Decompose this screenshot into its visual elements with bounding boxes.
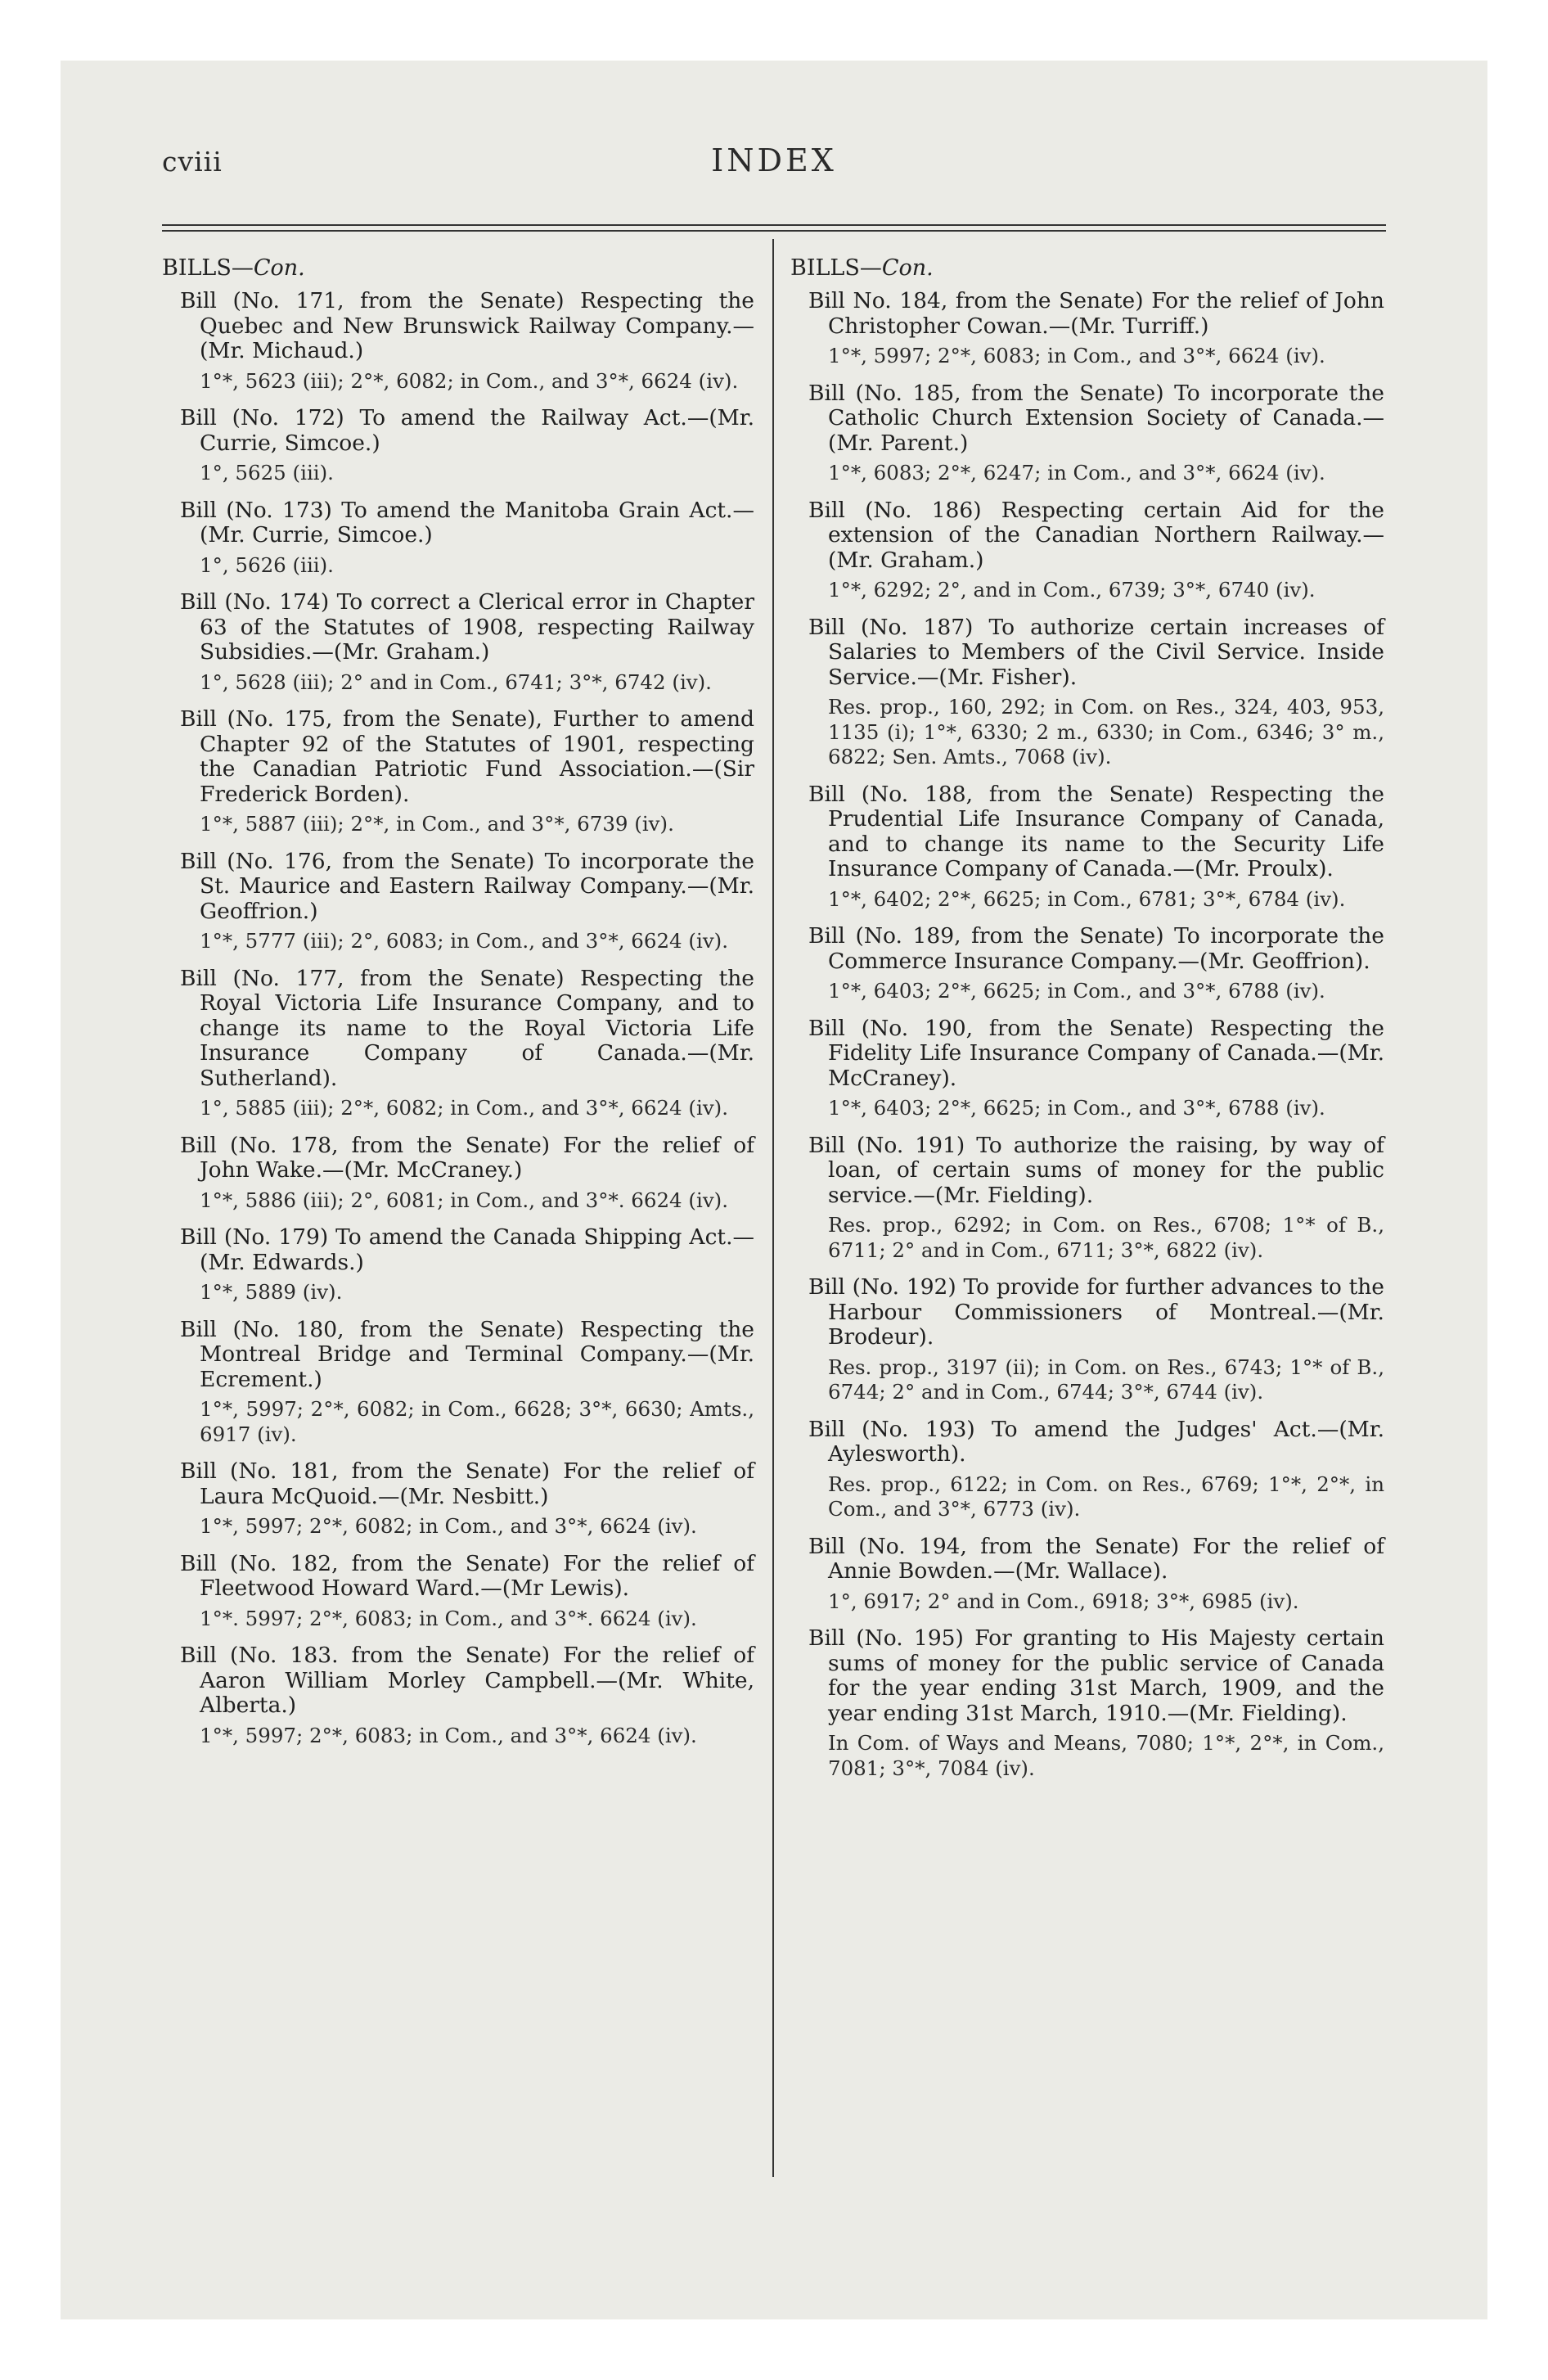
index-entry (790, 1134, 1384, 1264)
entry-title: Bill (No. 188, from the Senate) Respecting the Prudential Life Insurance Company of Canada, and to change its name to the Security Life Insurance Company of Canada.—(Mr. Proulx). (808, 781, 1384, 881)
index-entry (162, 850, 754, 954)
entry-references: 1°*, 5623 (iii); 2°*, 6082; in Com., and 3°*, 6624 (iv). (200, 368, 739, 393)
entry-title: Bill (No. 194, from the Senate) For the relief of Annie Bowden.—(Mr. Wallace). (808, 1533, 1384, 1584)
index-entry (790, 1626, 1384, 1781)
entry-references: 1°*, 5889 (iv). (200, 1280, 343, 1304)
entry-title: Bill (No. 178, from the Senate) For the relief of John Wake.—(Mr. McCraney.) (180, 1132, 754, 1183)
entry-references: 1°*, 6292; 2°, and in Com., 6739; 3°*, 6740 (iv). (828, 578, 1316, 602)
entry-title: Bill (No. 182, from the Senate) For the relief of Fleetwood Howard Ward.—(Mr Lewis). (180, 1550, 754, 1601)
index-entry (790, 1535, 1384, 1615)
index-entry (790, 289, 1384, 369)
entry-references: 1°*, 6402; 2°*, 6625; in Com., 6781; 3°*, 6784 (iv). (828, 886, 1346, 911)
index-entry (162, 1552, 754, 1632)
entry-references: 1°, 5885 (iii); 2°*, 6082; in Com., and 3°*, 6624 (iv). (200, 1096, 729, 1120)
index-entry (790, 1418, 1384, 1522)
entry-title: Bill (No. 186) Respecting certain Aid for the extension of the Canadian Northern Railway.—(Mr. Graham.) (808, 497, 1384, 573)
entry-references: 1°, 6917; 2° and in Com., 6918; 3°*, 6985 (iv). (828, 1589, 1299, 1613)
index-entry (162, 1643, 754, 1748)
index-entry (790, 924, 1384, 1004)
entry-title: Bill (No. 181, from the Senate) For the relief of Laura McQuoid.—(Mr. Nesbitt.) (180, 1458, 754, 1509)
entry-title: Bill (No. 171, from the Senate) Respecting the Quebec and New Brunswick Railway Company.—(Mr. Michaud.) (180, 288, 754, 363)
index-entry (162, 590, 754, 695)
right-column (790, 255, 1384, 1793)
index-entry (790, 782, 1384, 913)
index-entry (790, 1275, 1384, 1405)
entry-references: 1°*, 5997; 2°*, 6082; in Com., and 3°*, 6624 (iv). (200, 1514, 697, 1538)
index-entry (162, 289, 754, 394)
entry-references: Res. prop., 160, 292; in Com. on Res., 324, 403, 953, 1135 (i); 1°*, 6330; 2 m., 6330; in Com., 6346; 3° m., 6822; Sen. Amts., 7068 (iv). (828, 695, 1384, 769)
entry-references: 1°*, 5886 (iii); 2°, 6081; in Com., and 3°*. 6624 (iv). (200, 1188, 729, 1212)
section-heading: BILLS—Con. (790, 255, 934, 281)
entry-title: Bill (No. 195) For granting to His Majesty certain sums of money for the public service of Canada for the year ending 31st March, 1909, and the year ending 31st March, 1910.—(Mr. Fielding). (808, 1625, 1384, 1726)
section-heading: BILLS—Con. (162, 255, 305, 281)
entry-references: 1°*, 6083; 2°*, 6247; in Com., and 3°*, 6624 (iv). (828, 461, 1325, 485)
entry-references: 1°*, 5997; 2°*, 6083; in Com., and 3°*, 6624 (iv). (200, 1723, 697, 1747)
entry-title: Bill (No. 173) To amend the Manitoba Grain Act.—(Mr. Currie, Simcoe.) (180, 497, 754, 548)
index-entry (162, 1225, 754, 1305)
entry-title: Bill (No. 183. from the Senate) For the relief of Aaron William Morley Campbell.—(Mr. White, Alberta.) (180, 1643, 754, 1718)
entry-references: 1°*, 6403; 2°*, 6625; in Com., and 3°*, 6788 (iv). (828, 979, 1325, 1003)
header-rule-double (162, 230, 1386, 232)
entry-title: Bill (No. 175, from the Senate), Further to amend Chapter 92 of the Statutes of 1901, respecting the Canadian Patriotic Fund Association.—(Sir Frederick Borden). (180, 706, 754, 807)
entry-title: Bill (No. 174) To correct a Clerical error in Chapter 63 of the Statutes of 1908, respecting Railway Subsidies.—(Mr. Graham.) (180, 589, 754, 665)
index-entry (790, 381, 1384, 486)
index-entry (162, 498, 754, 579)
entry-references: 1°*, 5997; 2°*, 6082; in Com., 6628; 3°*, 6630; Amts., 6917 (iv). (200, 1397, 754, 1446)
entry-references: Res. prop., 3197 (ii); in Com. on Res., 6743; 1°* of B., 6744; 2° and in Com., 6744; 3°*, 6744 (iv). (828, 1355, 1384, 1404)
entry-references: Res. prop., 6122; in Com. on Res., 6769; 1°*, 2°*, in Com., and 3°*, 6773 (iv). (828, 1472, 1384, 1521)
index-entry (162, 967, 754, 1121)
index-entry (162, 406, 754, 486)
entry-title: Bill (No. 185, from the Senate) To incorporate the Catholic Church Extension Society of Canada.—(Mr. Parent.) (808, 380, 1384, 456)
entry-title: Bill (No. 192) To provide for further advances to the Harbour Commissioners of Montreal.—(Mr. Brodeur). (808, 1274, 1384, 1350)
left-column (162, 255, 754, 1760)
entry-references: 1°*. 5997; 2°*, 6083; in Com., and 3°*. 6624 (iv). (200, 1606, 697, 1630)
entry-references: 1°, 5628 (iii); 2° and in Com., 6741; 3°*, 6742 (iv). (200, 669, 712, 694)
entry-references: 1°*, 5777 (iii); 2°, 6083; in Com., and 3°*, 6624 (iv). (200, 929, 729, 953)
index-entry (162, 1134, 754, 1214)
index-entry (790, 615, 1384, 770)
index-entry (790, 498, 1384, 603)
entry-title: Bill (No. 190, from the Senate) Respecting the Fidelity Life Insurance Company of Canada.—(Mr. McCraney). (808, 1015, 1384, 1091)
entry-references: 1°*, 5887 (iii); 2°*, in Com., and 3°*, 6739 (iv). (200, 812, 674, 836)
entry-title: Bill (No. 193) To amend the Judges' Act.—(Mr. Aylesworth). (808, 1416, 1384, 1467)
entry-references: 1°, 5625 (iii). (200, 461, 334, 485)
entry-title: Bill (No. 176, from the Senate) To incorporate the St. Maurice and Eastern Railway Company.—(Mr. Geoffrion.) (180, 848, 754, 924)
entry-title: Bill (No. 187) To authorize certain increases of Salaries to Members of the Civil Service. Inside Service.—(Mr. Fisher). (808, 614, 1384, 690)
entry-title: Bill (No. 191) To authorize the raising, by way of loan, of certain sums of money for the public service.—(Mr. Fielding). (808, 1132, 1384, 1208)
entry-references: Res. prop., 6292; in Com. on Res., 6708; 1°* of B., 6711; 2° and in Com., 6711; 3°*, 6822 (iv). (828, 1213, 1384, 1262)
index-entry (790, 1016, 1384, 1121)
entry-references: 1°*, 6403; 2°*, 6625; in Com., and 3°*, 6788 (iv). (828, 1096, 1325, 1120)
index-entry (162, 707, 754, 837)
entry-references: 1°*, 5997; 2°*, 6083; in Com., and 3°*, 6624 (iv). (828, 344, 1325, 367)
column-divider (772, 239, 774, 2177)
entry-title: Bill (No. 180, from the Senate) Respecting the Montreal Bridge and Terminal Company.—(Mr. Ecrement.) (180, 1316, 754, 1392)
index-entry (162, 1459, 754, 1539)
entry-title: Bill (No. 177, from the Senate) Respecting the Royal Victoria Life Insurance Company, and to change its name to the Royal Victoria Life Insurance Company of Canada.—(Mr. Sutherland). (180, 965, 754, 1091)
scanned-page (61, 61, 1487, 2319)
entry-title: Bill (No. 179) To amend the Canada Shipping Act.—(Mr. Edwards.) (180, 1224, 754, 1275)
entry-title: Bill No. 184, from the Senate) For the relief of John Christopher Cowan.—(Mr. Turriff.) (808, 288, 1384, 339)
running-head: INDEX (711, 142, 837, 178)
entry-title: Bill (No. 189, from the Senate) To incorporate the Commerce Insurance Company.—(Mr. Geoffrion). (808, 923, 1384, 974)
entry-references: 1°, 5626 (iii). (200, 552, 334, 577)
entry-title: Bill (No. 172) To amend the Railway Act.—(Mr. Currie, Simcoe.) (180, 405, 754, 456)
header-rule (162, 224, 1386, 226)
page-number: cviii (162, 146, 223, 178)
entry-references: In Com. of Ways and Means, 7080; 1°*, 2°*, in Com., 7081; 3°*, 7084 (iv). (828, 1731, 1384, 1780)
index-entry (162, 1318, 754, 1448)
